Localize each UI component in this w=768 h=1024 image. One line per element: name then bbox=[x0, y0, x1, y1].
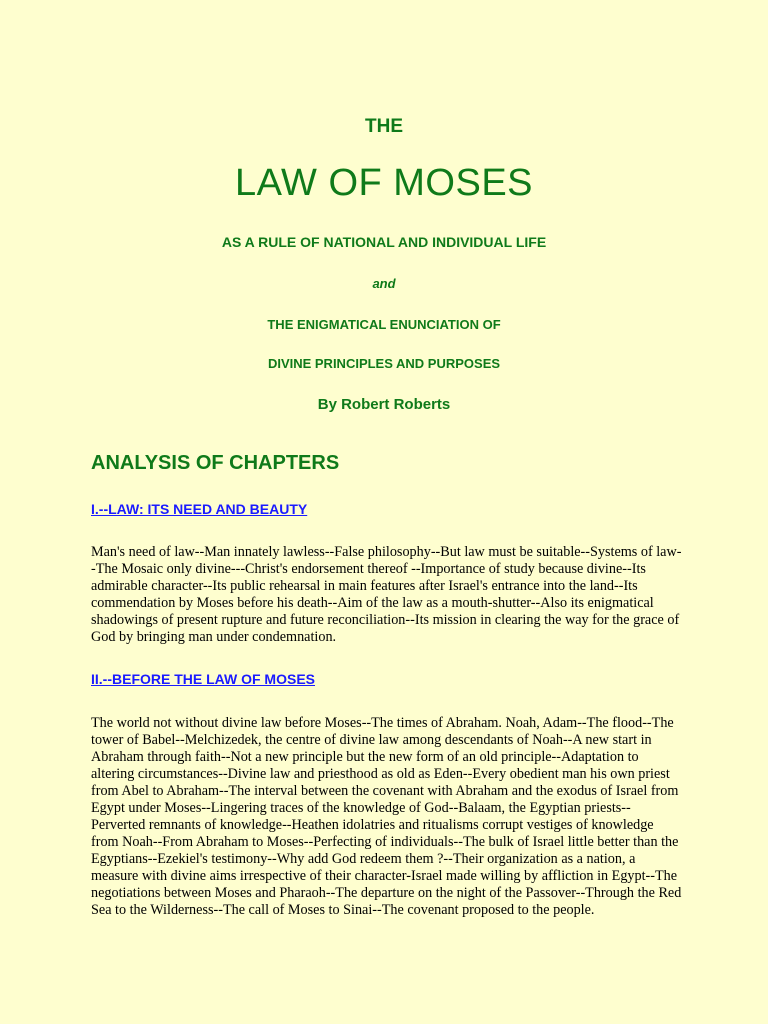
title-line-enigmatical: THE ENIGMATICAL ENUNCIATION OF bbox=[267, 317, 501, 332]
chapter-2-link[interactable]: II.--BEFORE THE LAW OF MOSES bbox=[91, 671, 315, 687]
chapter-1-link[interactable]: I.--LAW: ITS NEED AND BEAUTY bbox=[91, 501, 308, 517]
title-line-divine: DIVINE PRINCIPLES AND PURPOSES bbox=[267, 356, 501, 371]
analysis-heading: ANALYSIS OF CHAPTERS bbox=[91, 452, 340, 474]
chapter-2-summary: The world not without divine law before Moses--The times of Abraham. Noah, Adam--The flood--The tower of Babel--Melchizedek, the centre of divine law among descendants of Noah--A new start in Abraham through faith--Not a new principle but the new form of an old principle--Adaptation to altering circumstances--Divine law and priesthood as old as Eden--Every obedient man his own priest from Abel to Abraham--The interval between the covenant with Abraham and the exodus of Israel from Egypt under Moses--Lingering traces of the knowledge of God--Balaam, the Egyptian priests--Perverted remnants of knowledge--Heathen idolatries and ritualisms corrupt vestiges of knowledge from Noah--From Abraham to Moses--Perfecting of individuals--The bulk of Israel little better than the Egyptians--Ezekiel's testimony--Why add God redeem them ?--Their organization as a nation, a measure with divine aims irrespective of their character-Israel made willing by affliction in Egypt--The negotiations between Moses and Pharaoh--The departure on the night of the Passover--Through the Red Sea to the Wilderness--The call of Moses to Sinai--The covenant proposed to the people. bbox=[91, 715, 682, 918]
author-byline: By Robert Roberts bbox=[317, 396, 451, 413]
page-subtitle: AS A RULE OF NATIONAL AND INDIVIDUAL LIFE bbox=[221, 234, 547, 250]
page-title: LAW OF MOSES bbox=[234, 162, 534, 204]
title-and: and bbox=[372, 276, 396, 291]
chapter-1-summary: Man's need of law--Man innately lawless--False philosophy--But law must be suitable--Systems of law--The Mosaic only divine---Christ's endorsement thereof --Importance of study because divine--Its admirable character--Its public rehearsal in main features after Israel's entrance into the land--Its commendation by Moses before his death--Aim of the law as a mouth-shutter--Also its enigmatical shadowings of present rupture and future reconciliation--Its mission in clearing the way for the grace of God by bringing man under condemnation. bbox=[91, 544, 682, 645]
title-the: THE bbox=[365, 116, 403, 137]
